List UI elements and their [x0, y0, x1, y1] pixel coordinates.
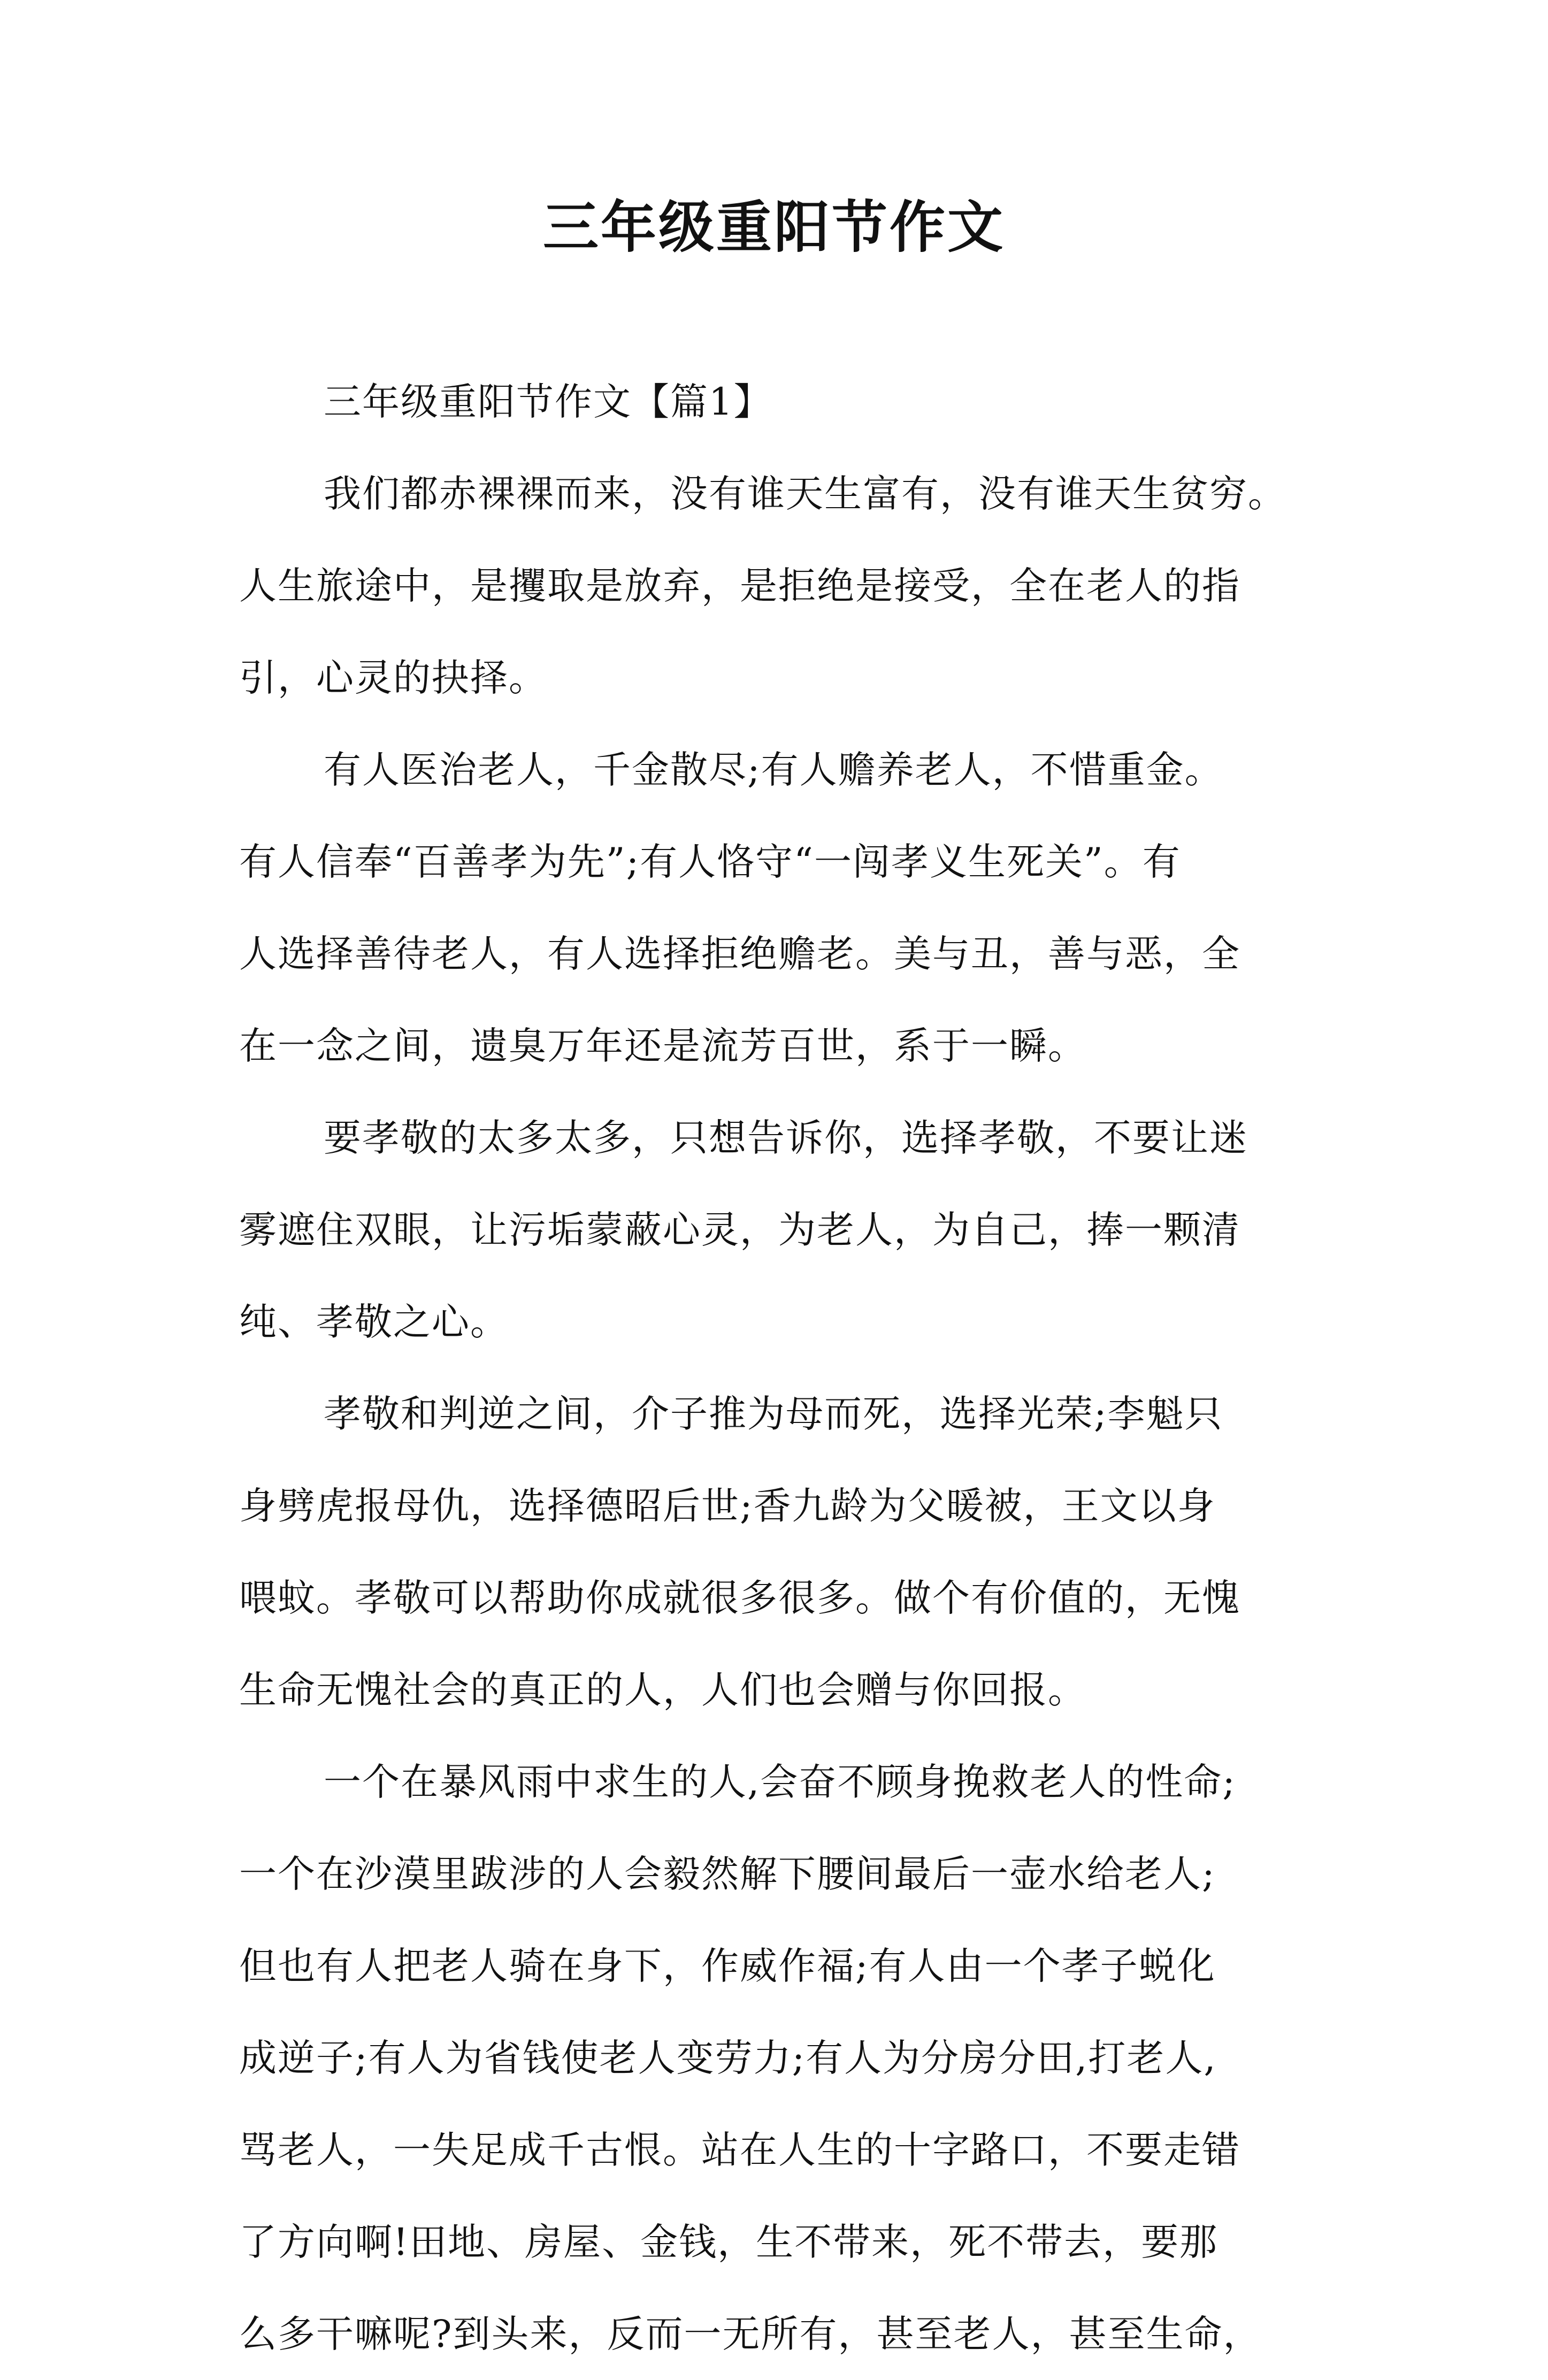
- text-line: 孝敬和判逆之间，介子推为母而死，选择光荣;李魁只: [324, 1392, 1223, 1436]
- text-line: 我们都赤裸裸而来，没有谁天生富有，没有谁天生贫穷。: [324, 472, 1286, 516]
- text-line: 一个在沙漠里跋涉的人会毅然解下腰间最后一壶水给老人;: [239, 1852, 1216, 1896]
- text-line: 有人医治老人，千金散尽;有人赡养老人，不惜重金。: [324, 748, 1223, 792]
- document-title: 三年级重阳节作文: [542, 194, 1005, 260]
- text-line: 引，心灵的抉择。: [239, 656, 547, 700]
- text-line: 骂老人，一失足成千古恨。站在人生的十字路口，不要走错: [239, 2128, 1240, 2172]
- text-line: 了方向啊!田地、房屋、金钱，生不带来，死不带去，要那: [239, 2220, 1219, 2264]
- text-line: 么多干嘛呢?到头来，反而一无所有，甚至老人，甚至生命，: [239, 2312, 1262, 2356]
- text-line: 身劈虎报母仇，选择德昭后世;香九龄为父暖被，王文以身: [239, 1484, 1216, 1528]
- text-line: 生命无愧社会的真正的人，人们也会赠与你回报。: [239, 1668, 1086, 1712]
- document-body: [239, 356, 1325, 2380]
- text-line: 人选择善待老人，有人选择拒绝赡老。美与丑，善与恶，全: [239, 932, 1240, 976]
- text-line: 人生旅途中，是攫取是放弃，是拒绝是接受，全在老人的指: [239, 564, 1240, 608]
- text-line: 雾遮住双眼，让污垢蒙蔽心灵，为老人，为自己，捧一颗清: [239, 1208, 1240, 1252]
- text-line: 喂蚊。孝敬可以帮助你成就很多很多。做个有价值的，无愧: [239, 1576, 1240, 1620]
- text-line: 要孝敬的太多太多，只想告诉你，选择孝敬，不要让迷: [324, 1116, 1248, 1160]
- text-line: 有人信奉“百善孝为先”;有人恪守“一闯孝义生死关”。有: [239, 840, 1181, 884]
- text-line: 在一念之间，遗臭万年还是流芳百世，系于一瞬。: [239, 1024, 1086, 1068]
- text-line: 一个在暴风雨中求生的人,会奋不顾身挽救老人的性命;: [324, 1760, 1236, 1804]
- text-line: 成逆子;有人为省钱使老人变劳力;有人为分房分田,打老人,: [239, 2036, 1217, 2080]
- text-line: 但也有人把老人骑在身下，作威作福;有人由一个孝子蜕化: [239, 1944, 1216, 1988]
- text-line: 纯、孝敬之心。: [239, 1300, 509, 1344]
- section-heading: 三年级重阳节作文【篇1】: [324, 380, 772, 424]
